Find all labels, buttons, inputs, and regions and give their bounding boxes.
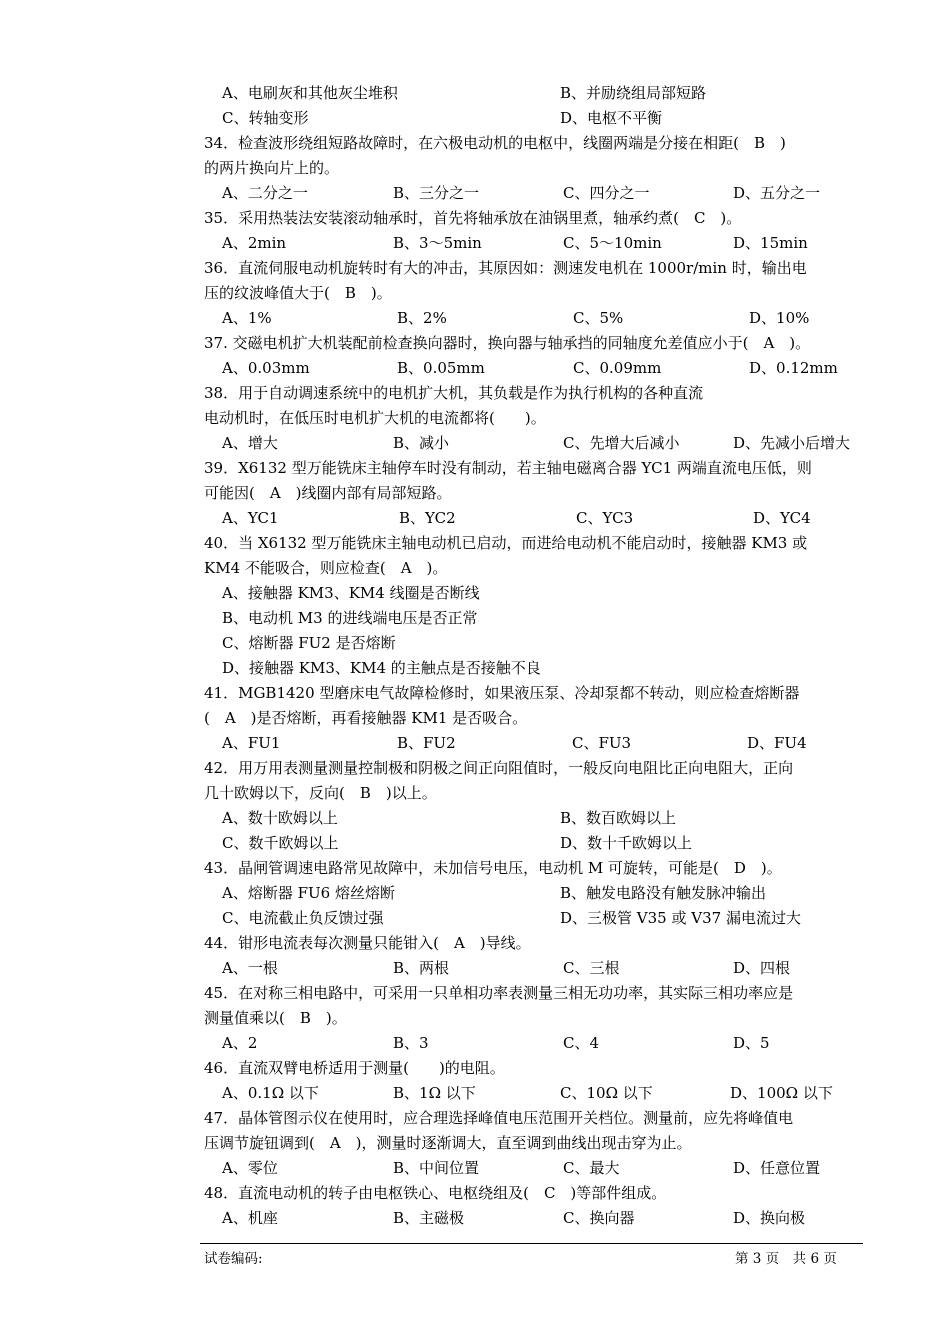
- question-text: KM4 不能吸合，则应检查( A )。: [204, 559, 448, 577]
- answer-option: C、先增大后减小: [563, 434, 680, 452]
- answer-option: D、YC4: [753, 509, 811, 527]
- question-text: 48．直流电动机的转子由电枢铁心、电枢绕组及( C )等部件组成。: [204, 1184, 667, 1202]
- answer-option: D、5: [733, 1034, 770, 1052]
- question-text: 36．直流伺服电动机旋转时有大的冲击，其原因如：测速发电机在 1000r/min 时，输出电: [204, 259, 807, 277]
- answer-option: A、0.03mm: [222, 359, 310, 377]
- answer-option: B、0.05mm: [397, 359, 485, 377]
- answer-option: D、电枢不平衡: [560, 109, 663, 127]
- answer-option: A、YC1: [222, 509, 279, 527]
- answer-option: B、数百欧姆以上: [560, 809, 677, 827]
- answer-option: A、二分之一: [222, 184, 308, 202]
- footer-divider: [200, 1243, 863, 1244]
- question-text: 可能因( A )线圈内部有局部短路。: [204, 484, 452, 502]
- answer-option: D、四根: [733, 959, 791, 977]
- question-text: 43．晶闸管调速电路常见故障中，未加信号电压，电动机 M 可旋转，可能是( D )。: [204, 859, 782, 877]
- question-text: 44．钳形电流表每次测量只能钳入( A )导线。: [204, 934, 531, 952]
- answer-option: B、YC2: [399, 509, 456, 527]
- answer-option: C、熔断器 FU2 是否熔断: [222, 634, 396, 652]
- question-text: 测量值乘以( B )。: [204, 1009, 347, 1027]
- question-text: 几十欧姆以下，反向( B )以上。: [204, 784, 437, 802]
- question-text: 45．在对称三相电路中，可采用一只单相功率表测量三相无功功率，其实际三相功率应是: [204, 984, 794, 1002]
- answer-option: C、转轴变形: [222, 109, 309, 127]
- answer-option: D、先减小后增大: [733, 434, 851, 452]
- answer-option: B、3: [393, 1034, 429, 1052]
- answer-option: A、FU1: [222, 734, 281, 752]
- answer-option: A、零位: [222, 1159, 278, 1177]
- answer-option: B、两根: [393, 959, 450, 977]
- answer-option: C、0.09mm: [573, 359, 662, 377]
- answer-option: A、机座: [222, 1209, 278, 1227]
- answer-option: A、增大: [222, 434, 278, 452]
- answer-option: C、YC3: [576, 509, 634, 527]
- answer-option: B、主磁极: [393, 1209, 465, 1227]
- answer-option: C、换向器: [563, 1209, 635, 1227]
- question-text: 的两片换向片上的。: [204, 159, 340, 177]
- answer-option: D、10%: [749, 309, 810, 327]
- question-text: 47．晶体管图示仪在使用时，应合理选择峰值电压范围开关档位。测量前，应先将峰值电: [204, 1109, 794, 1127]
- question-text: 34．检查波形绕组短路故障时，在六极电动机的电枢中，线圈两端是分接在相距( B ): [204, 134, 786, 152]
- answer-option: B、中间位置: [393, 1159, 480, 1177]
- page-number: 第 3 页 共 6 页: [735, 1251, 837, 1267]
- question-text: 41．MGB1420 型磨床电气故障检修时，如果液压泵、冷却泵都不转动，则应检查熔断器: [204, 684, 800, 702]
- answer-option: A、2min: [222, 234, 287, 252]
- answer-option: A、0.1Ω 以下: [222, 1084, 319, 1102]
- question-text: 压调节旋钮调到( A )，测量时逐渐调大，直至调到曲线出现击穿为止。: [204, 1134, 692, 1152]
- answer-option: D、接触器 KM3、KM4 的主触点是否接触不良: [222, 659, 541, 677]
- question-text: 37. 交磁电机扩大机装配前检查换向器时，换向器与轴承挡的同轴度允差值应小于( A )。: [204, 334, 811, 352]
- answer-option: B、2%: [397, 309, 447, 327]
- answer-option: A、数十欧姆以上: [222, 809, 338, 827]
- question-text: ( A )是否熔断，再看接触器 KM1 是否吸合。: [204, 709, 528, 727]
- answer-option: B、3～5min: [393, 234, 482, 252]
- answer-option: D、15min: [733, 234, 808, 252]
- answer-option: A、电刷灰和其他灰尘堆积: [222, 84, 398, 102]
- answer-option: C、电流截止负反馈过强: [222, 909, 384, 927]
- answer-option: A、一根: [222, 959, 278, 977]
- answer-option: D、0.12mm: [749, 359, 838, 377]
- question-text: 40．当 X6132 型万能铣床主轴电动机已启动，而进给电动机不能启动时，接触器 KM3 或: [204, 534, 808, 552]
- answer-option: D、换向极: [733, 1209, 806, 1227]
- paper-code-label: 试卷编码:: [204, 1251, 263, 1267]
- question-text: 35．采用热装法安装滚动轴承时，首先将轴承放在油锅里煮，轴承约煮( C )。: [204, 209, 742, 227]
- answer-option: B、三分之一: [393, 184, 480, 202]
- answer-option: A、1%: [222, 309, 272, 327]
- answer-option: A、熔断器 FU6 熔丝熔断: [222, 884, 395, 902]
- answer-option: D、数十千欧姆以上: [560, 834, 693, 852]
- answer-option: C、5～10min: [563, 234, 662, 252]
- question-text: 压的纹波峰值大于( B )。: [204, 284, 392, 302]
- answer-option: B、触发电路没有触发脉冲输出: [560, 884, 767, 902]
- answer-option: C、10Ω 以下: [560, 1084, 653, 1102]
- answer-option: D、任意位置: [733, 1159, 821, 1177]
- answer-option: D、三极管 V35 或 V37 漏电流过大: [560, 909, 801, 927]
- answer-option: B、1Ω 以下: [393, 1084, 476, 1102]
- answer-option: C、四分之一: [563, 184, 650, 202]
- answer-option: D、五分之一: [733, 184, 821, 202]
- answer-option: A、2: [222, 1034, 258, 1052]
- answer-option: A、接触器 KM3、KM4 线圈是否断线: [222, 584, 480, 602]
- answer-option: C、5%: [573, 309, 624, 327]
- question-text: 电动机时，在低压时电机扩大机的电流都将( )。: [204, 409, 546, 427]
- answer-option: B、FU2: [397, 734, 456, 752]
- question-text: 42．用万用表测量测量控制极和阴极之间正向阻值时，一般反向电阻比正向电阻大，正向: [204, 759, 794, 777]
- answer-option: B、电动机 M3 的进线端电压是否正常: [222, 609, 478, 627]
- answer-option: B、并励绕组局部短路: [560, 84, 707, 102]
- answer-option: C、三根: [563, 959, 620, 977]
- answer-option: C、最大: [563, 1159, 620, 1177]
- answer-option: C、4: [563, 1034, 600, 1052]
- question-text: 38．用于自动调速系统中的电机扩大机，其负载是作为执行机构的各种直流: [204, 384, 704, 402]
- answer-option: B、减小: [393, 434, 450, 452]
- answer-option: C、FU3: [572, 734, 632, 752]
- answer-option: D、100Ω 以下: [730, 1084, 833, 1102]
- answer-option: C、数千欧姆以上: [222, 834, 339, 852]
- question-text: 46．直流双臂电桥适用于测量( )的电阻。: [204, 1059, 505, 1077]
- answer-option: D、FU4: [747, 734, 807, 752]
- question-text: 39．X6132 型万能铣床主轴停车时没有制动，若主轴电磁离合器 YC1 两端直流电压低，则: [204, 459, 812, 477]
